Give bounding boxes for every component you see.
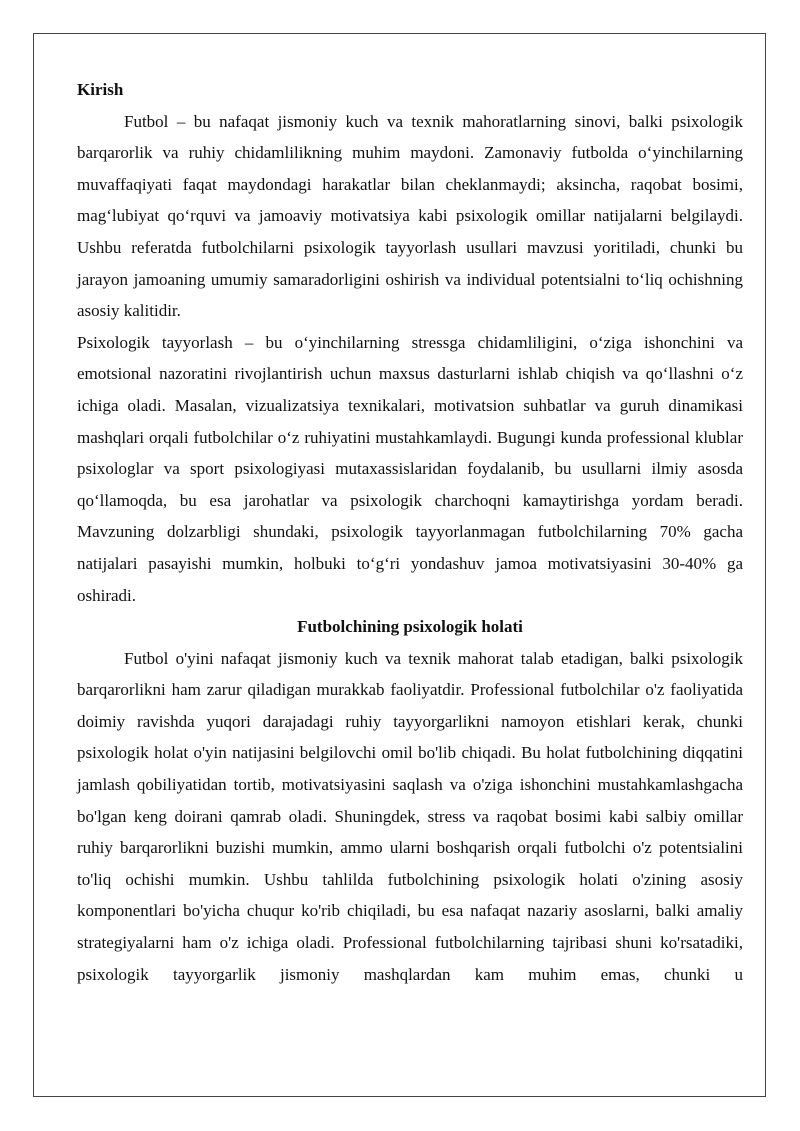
intro-paragraph-1: Futbol – bu nafaqat jismoniy kuch va texnik mahoratlarning sinovi, balki psixologik barqarorlik va ruhiy chidamlilikning muhim maydoni. Zamonaviy futbolda o‘yinchilarning muvaffaqiyati faqat maydondagi harakatlar bilan cheklanmaydi; aksincha, raqobat bosimi, mag‘lubiyat qo‘rquvi va jamoaviy motivatsiya kabi psixologik omillar natijalarni belgilaydi. Ushbu referatda futbolchilarni psixologik tayyorlash usullari mavzusi yoritiladi, chunki bu jarayon jamoaning umumiy samaradorligini oshirish va individual potentsialni to‘liq ochishning asosiy kalitidir. [77,111,743,321]
section-heading: Futbolchining psixologik holati [297,617,523,637]
intro-heading: Kirish [77,80,124,99]
section-paragraph-1: Futbol o'yini nafaqat jismoniy kuch va texnik mahorat talab etadigan, balki psixologik barqarorlikni ham zarur qiladigan murakkab faoliyatdir. Professional futbolchilar o'z faoliyatida doimiy ravishda yuqori darajadagi ruhiy tayyorgarlikni namoyon etishlari kerak, chunki psixologik holat o'yin natijasini belgilovchi omil bo'lib chiqadi. Bu holat futbolchining diqqatini jamlash qobiliyatidan tortib, motivatsiyasini saqlash va o'ziga ishonchini mustahkamlashgacha bo'lgan keng doirani qamrab oladi. Shuningdek, stress va raqobat bosimi kabi salbiy omillar ruhiy barqarorlikni buzishi mumkin, ammo ularni boshqarish orqali futbolchi o'z potentsialini to'liq ochishi mumkin. Ushbu tahlilda futbolchining psixologik holati o'zining asosiy komponentlari bo'yicha chuqur ko'rib chiqiladi, bu esa nafaqat nazariy asoslarni, balki amaliy strategiyalarni ham o'z ichiga oladi. Professional futbolchilarning tajribasi shuni ko'rsatadiki, psixologik tayyorgarlik jismoniy mashqlardan kam muhim emas, chunki u [77,648,743,984]
document-body [77,74,743,990]
intro-paragraph-2: Psixologik tayyorlash – bu o‘yinchilarning stressga chidamliligini, o‘ziga ishonchini va emotsional nazoratini rivojlantirish uchun maxsus dasturlarni ishlab chiqish va qo‘llashni o‘z ichiga oladi. Masalan, vizualizatsiya texnikalari, motivatsion suhbatlar va guruh dinamikasi mashqlari orqali futbolchilar o‘z ruhiyatini mustahkamlaydi. Bugungi kunda professional klublar psixologlar va sport psixologiyasi mutaxassislaridan foydalanib, bu usullarni ilmiy asosda qo‘llamoqda, bu esa jarohatlar va psixologik charchoqni kamaytirishga yordam beradi. Mavzuning dolzarbligi shundaki, psixologik tayyorlanmagan futbolchilarning 70% gacha natijalari pasayishi mumkin, holbuki to‘g‘ri yondashuv jamoa motivatsiyasini 30-40% ga oshiradi. [77,332,743,605]
